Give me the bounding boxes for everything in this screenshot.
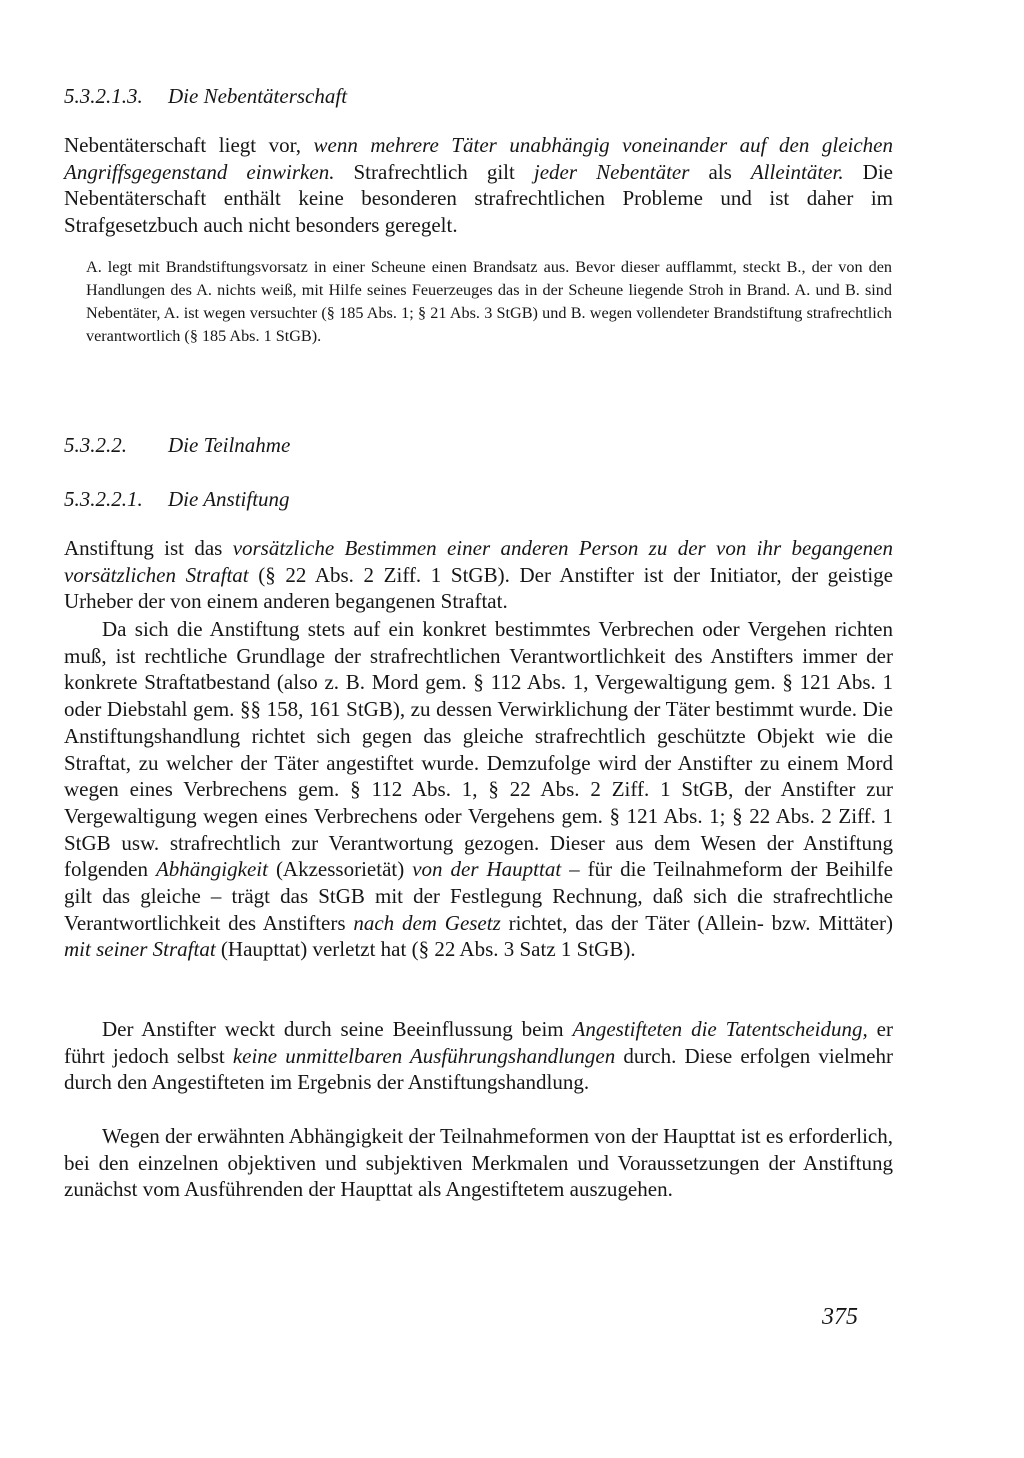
section-title: Die Teilnahme — [168, 433, 291, 457]
body-text: durch. Diese erfolgen vielmehr durch den Angestifteten im Ergebnis der Anstiftungshandlung. — [64, 1043, 893, 1095]
emphasis-text: Angestifteten die Tatentscheidung, — [572, 1017, 868, 1041]
body-text: Wegen der erwähnten Abhängigkeit der Teilnahmeformen von der Haupttat ist es erforderlich, bei den einzelnen objektiven und subjektiven Merkmalen und Voraussetzungen der Anstiftung zunächst vom Ausführenden der Haupttat als Angestiftetem auszugehen. — [64, 1124, 893, 1202]
heading-teilnahme — [64, 433, 290, 457]
body-text: (Akzessorietät) — [267, 857, 413, 882]
section-title: Die Nebentäterschaft — [168, 84, 348, 108]
emphasis-text: keine unmittelbaren Ausführungshandlungen — [232, 1043, 616, 1068]
anstiftung-paragraph-3 — [64, 1016, 893, 1096]
emphasis-text: von der Haupttat — [412, 857, 562, 882]
page-number: 375 — [822, 1304, 858, 1330]
emphasis-text: Abhängigkeit — [155, 857, 268, 882]
emphasis-text: jeder Nebentäter — [533, 159, 690, 184]
emphasis-text: vorsätzliche Bestimmen einer anderen Person zu der von ihr begangenen vorsätzlichen Straftat — [64, 536, 893, 587]
body-text: Der Anstifter weckt durch seine Beeinflussung beim — [102, 1017, 573, 1041]
section-number: 5.3.2.1.3. — [64, 84, 143, 108]
body-text: Nebentäterschaft liegt vor, — [64, 133, 314, 157]
anstiftung-paragraph-2 — [64, 616, 893, 963]
nebentaeterschaft-paragraph — [64, 132, 893, 239]
body-text: als — [689, 159, 751, 184]
body-text: Anstiftung ist das — [64, 536, 233, 560]
emphasis-text: Alleintäter. — [750, 159, 844, 184]
section-title: Die Anstiftung — [168, 487, 290, 511]
section-number: 5.3.2.2.1. — [64, 487, 143, 511]
body-text: richtet, das der Täter (Allein- bzw. Mittäter) — [500, 910, 893, 935]
body-text: er führt jedoch selbst — [64, 1017, 893, 1068]
body-text: Die Nebentäterschaft enthält keine besonderen strafrechtlichen Probleme und ist daher im Strafgesetzbuch auch nicht besonders geregelt. — [64, 159, 893, 238]
emphasis-text: mit seiner Straftat — [64, 937, 216, 962]
emphasis-text: wenn mehrere Täter unabhängig voneinander auf den gleichen Angriffsgegenstand einwirken. — [64, 133, 893, 184]
body-text: (§ 22 Abs. 2 Ziff. 1 StGB). Der Anstifter ist der Initiator, der geistige Urheber der von einem anderen begangenen Straftat. — [64, 562, 893, 614]
emphasis-text: nach dem Gesetz — [353, 910, 501, 935]
body-text: – für die Teilnahmeform der Beihilfe gilt das gleiche – trägt das StGB mit der Festlegung Rechnung, daß sich die strafrechtliche Verantwortlichkeit des Anstifters — [64, 857, 893, 935]
anstiftung-paragraph-4 — [64, 1123, 893, 1203]
nebentaeterschaft-example: A. legt mit Brandstiftungsvorsatz in einer Scheune einen Brandsatz aus. Bevor dieser aufflammt, steckt B., der von den Handlungen des A. nichts weiß, mit Hilfe seines Feuerzeuges das in der Scheune liegende Stroh in Brand. A. und B. sind Nebentäter, A. ist wegen versuchter (§ 185 Abs. 1; § 21 Abs. 3 StGB) und B. wegen vollendeter Brandstiftung strafrechtlich verantwortlich (§ 185 Abs. 1 StGB). — [86, 258, 892, 345]
heading-anstiftung — [64, 487, 290, 511]
heading-nebentaeterschaft — [64, 84, 347, 108]
body-text: (Haupttat) verletzt hat (§ 22 Abs. 3 Satz 1 StGB). — [215, 937, 636, 962]
body-text: Da sich die Anstiftung stets auf ein konkret bestimmtes Verbrechen oder Vergehen richten muß, ist rechtliche Grundlage der strafrechtlichen Verantwortlichkeit des Anstifters immer der konkrete Straftatbestand (also z. B. Mord gem. § 112 Abs. 1, Vergewaltigung gem. § 121 Abs. 1 oder Diebstahl gem. §§ 158, 161 StGB), zu dessen Verwirklichung der Täter bestimmt wurde. Die Anstiftungshandlung richtet sich gegen das gleiche strafrechtlich geschützte Objekt wie die Straftat, zu welcher der Täter angestiftet wurde. Demzufolge wird der Anstifter zu einem Mord wegen eines Verbrechens gem. § 112 Abs. 1, § 22 Abs. 2 Ziff. 1 StGB, der Anstifter zur Vergewaltigung wegen eines Verbrechens oder Vergehens gem. § 121 Abs. 1; § 22 Abs. 2 Ziff. 1 StGB usw. strafrechtlich zur Verantwortung gezogen. Dieser aus dem Wesen der Anstiftung folgenden — [64, 617, 893, 882]
section-number: 5.3.2.2. — [64, 433, 127, 457]
anstiftung-paragraph-1 — [64, 535, 893, 615]
body-text: Strafrechtlich gilt — [334, 159, 534, 184]
